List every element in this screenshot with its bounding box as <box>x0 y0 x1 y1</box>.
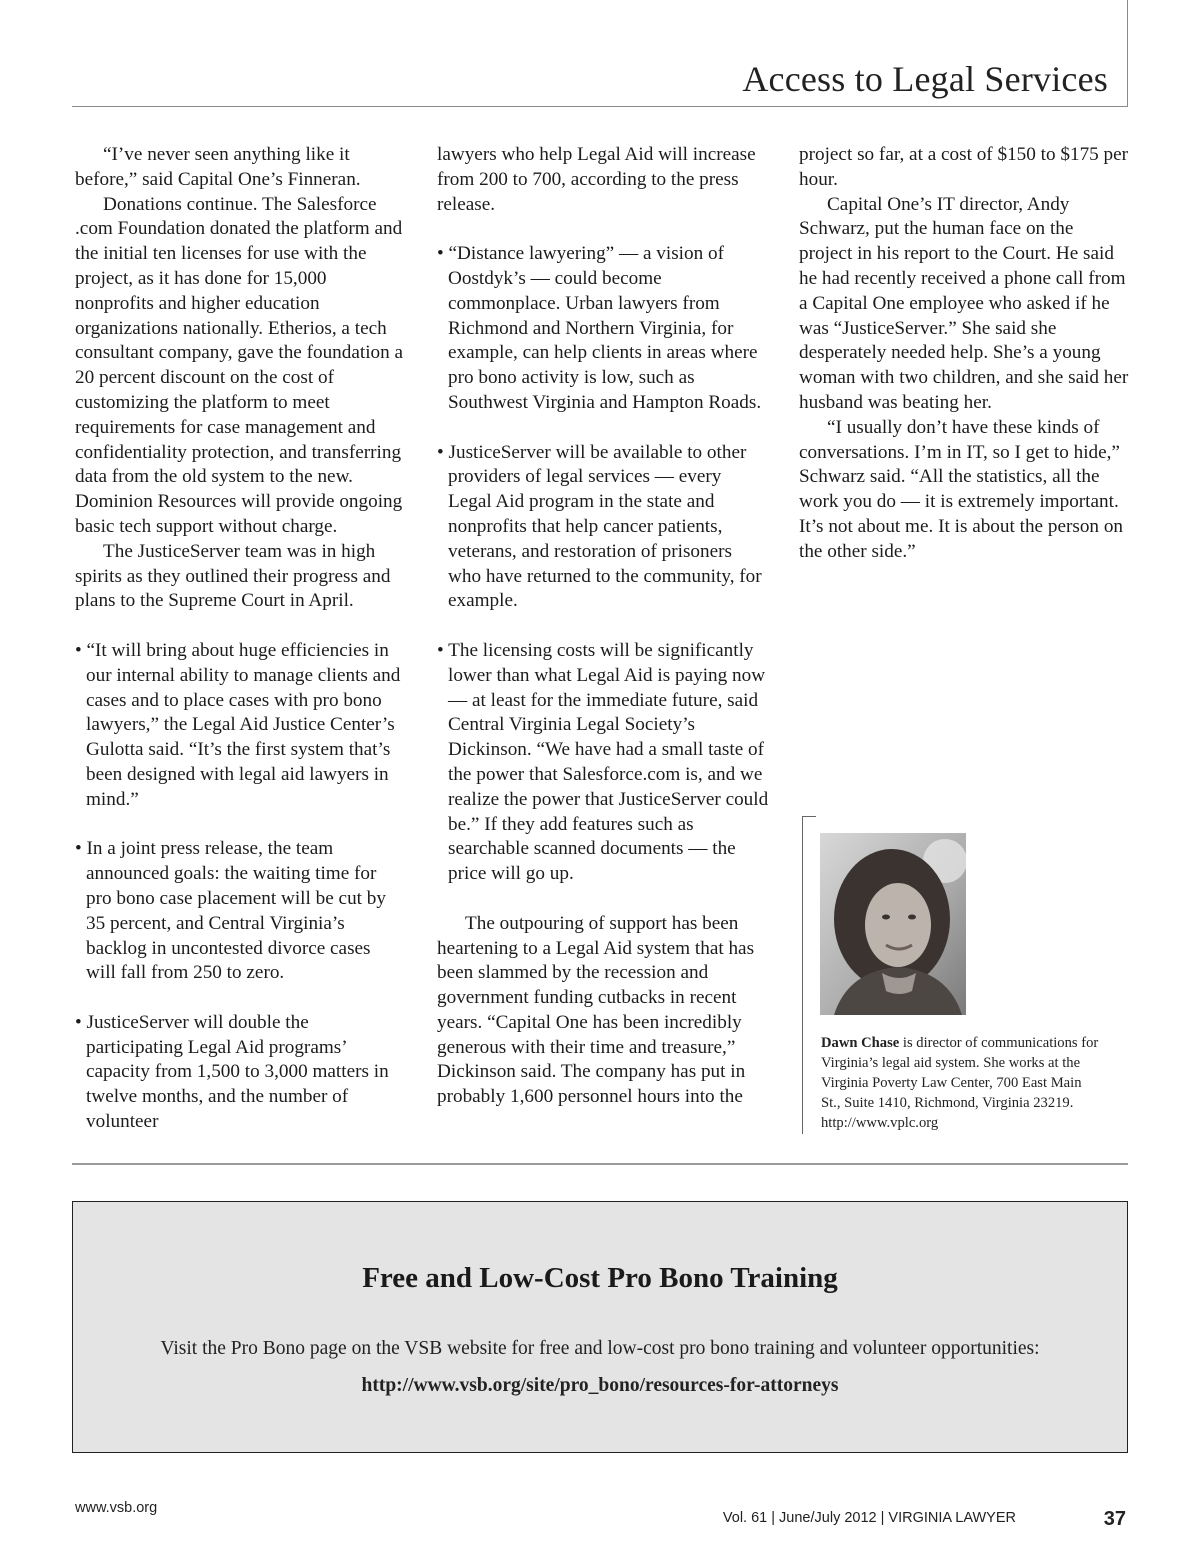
paragraph: “I usually don’t have these kinds of conversations. I’m in IT, so I get to hide,” Schwarz said. “All the statistics, all the work you do — it is extremely important. It’s not about me. It is about the person on the other side.” <box>799 416 1124 562</box>
paragraph: The outpouring of support has been heartening to a Legal Aid system that has been slammed by the recession and government funding cutbacks in recent years. “Capital One has been incredibly generous with their time and treasure,” Dickinson said. The company has put in probably 1,600 personnel hours into the <box>437 912 755 1108</box>
paragraph: Capital One’s IT director, Andy Schwarz, put the human face on the project in his report to the Court. He said he had recently received a phone call from a Capital One employee who asked if he was “JusticeServer.” She said she desperately needed help. She’s a young woman with two children, and she said her husband was beating her. <box>799 193 1129 413</box>
photo-frame-left <box>802 816 803 1134</box>
resources-link[interactable]: http://www.vsb.org/site/pro_bono/resources-for-attorneys <box>361 1375 839 1396</box>
box-text <box>73 1330 1127 1404</box>
training-sidebar-box <box>72 1201 1128 1453</box>
paragraph: project so far, at a cost of $150 to $175 per hour. <box>799 144 1129 190</box>
header-rule <box>72 106 1128 107</box>
page-number: 37 <box>1103 1508 1126 1530</box>
caption-name: Dawn Chase <box>821 1035 900 1051</box>
paragraph: lawyers who help Legal Aid will increase from 200 to 700, according to the press release. <box>437 144 756 215</box>
footer-issue: Vol. 61 | June/July 2012 | VIRGINIA LAWYER <box>722 1510 1016 1526</box>
photo-caption <box>821 1033 1103 1133</box>
article-column-3 <box>799 143 1129 565</box>
paragraph: “I’ve never seen anything like it before,” said Capital One’s Finneran. <box>75 144 361 190</box>
bullet-item: • JusticeServer will be available to other providers of legal services — every Legal Aid program in the state and nonprofits that help cancer patients, veterans, and restoration of prisoners who have returned to the community, for example. <box>437 441 762 612</box>
portrait-photo <box>820 833 966 1015</box>
section-divider <box>72 1163 1128 1165</box>
box-title: Free and Low-Cost Pro Bono Training <box>362 1262 838 1294</box>
bullet-item: • “It will bring about huge efficiencies in our internal ability to manage clients and cases and to place cases with pro bono lawyers,” the Legal Aid Justice Center’s Gulotta said. “It’s the first system that’s been designed with legal aid lawyers in mind.” <box>75 639 401 810</box>
bullet-item: • The licensing costs will be significantly lower than what Legal Aid is paying now — at least for the immediate future, said Central Virginia Legal Society’s Dickinson. “We have had a small taste of the power that Salesforce.com is, and we realize the power that JusticeServer could be.” If they add features such as searchable scanned documents — the price will go up. <box>437 639 769 885</box>
paragraph: Donations continue. The Salesforce .com Foundation donated the platform and the initial ten licenses for use with the project, as it has done for 15,000 nonprofits and higher education organizations nationally. Etherios, a tech consultant company, gave the foundation a 20 percent discount on the cost of customizing the platform to meet requirements for case management and confidentiality protection, and transferring data from the old system to the new. Dominion Resources will provide ongoing basic tech support without charge. <box>75 193 404 537</box>
header-vertical-rule <box>1127 0 1128 107</box>
bullet-item: • In a joint press release, the team announced goals: the waiting time for pro bono case placement will be cut by 35 percent, and Central Virginia’s backlog in uncontested divorce cases will fall from 250 to zero. <box>75 838 386 984</box>
paragraph: The JusticeServer team was in high spirits as they outlined their progress and plans to the Supreme Court in April. <box>75 540 391 612</box>
article-column-1 <box>75 143 405 1135</box>
caption-text: is director of communications for Virginia’s legal aid system. She works at the Virginia Poverty Law Center, 700 East Main St., Suite 1410, Richmond, Virginia 23219. http://www.vplc.org <box>821 1035 1099 1131</box>
bullet-item: • “Distance lawyering” — a vision of Oostdyk’s — could become commonplace. Urban lawyers from Richmond and Northern Virginia, for example, can help clients in areas where pro bono activity is low, such as Southwest Virginia and Hampton Roads. <box>437 243 762 413</box>
footer-website[interactable]: www.vsb.org <box>75 1500 158 1516</box>
box-body: Visit the Pro Bono page on the VSB website for free and low-cost pro bono training and volunteer opportunities: <box>160 1338 1040 1359</box>
bullet-item: • JusticeServer will double the participating Legal Aid programs’ capacity from 1,500 to 3,000 matters in twelve months, and the number of volunteer <box>75 1011 389 1133</box>
section-title: Access to Legal Services <box>742 59 1108 99</box>
photo-frame-top <box>802 816 816 817</box>
article-column-2 <box>437 143 769 1110</box>
